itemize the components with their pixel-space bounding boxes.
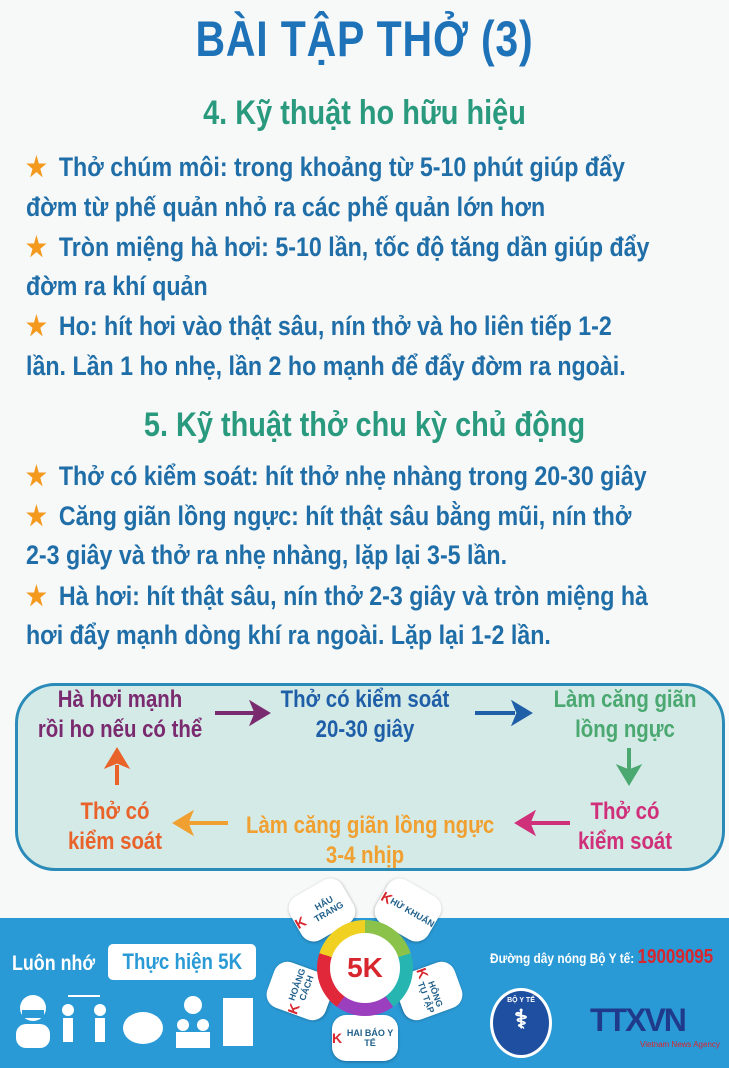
- health-declaration-icon: [223, 998, 253, 1046]
- hotline-number[interactable]: 19009095: [637, 946, 714, 968]
- bullet-line: hơi đẩy mạnh dòng khí ra ngoài. Lặp lại 1-2 lần.: [26, 620, 551, 650]
- arrow-left-icon: [515, 811, 570, 835]
- ttxvn-logo: TTXVN: [590, 1002, 685, 1038]
- bullet-line: ★ Ho: hít hơi vào thật sâu, nín thở và ho liên tiếp 1-2: [26, 311, 612, 341]
- bullet-line: ★ Hà hơi: hít thật sâu, nín thở 2-3 giây và tròn miệng hà: [26, 581, 648, 611]
- mask-icon: [16, 995, 50, 1048]
- ttxvn-subtitle: Vietnam News Agency: [640, 1040, 720, 1049]
- cycle-step-1: Hà hơi mạnh rồi ho nếu có thể: [37, 686, 203, 743]
- bullet-line: đờm từ phế quản nhỏ ra các phế quản lớn hơn: [26, 192, 546, 222]
- bullet-line: đờm ra khí quản: [26, 271, 208, 301]
- cycle-step-3: Làm căng giãn lồng ngực: [553, 686, 697, 743]
- section-5-heading: 5. Kỹ thuật thở chu kỳ chủ động: [143, 406, 586, 444]
- arrow-up-icon: [105, 748, 129, 785]
- arrow-right-icon: [475, 701, 532, 725]
- star-icon: ★: [26, 311, 47, 341]
- star-icon: ★: [26, 581, 47, 611]
- section-4-heading: 4. Kỹ thuật ho hữu hiệu: [203, 94, 526, 132]
- bullet-line: ★ Căng giãn lồng ngực: hít thật sâu bằng mũi, nín thở: [26, 501, 632, 531]
- cycle-arrows: [0, 670, 729, 880]
- handwash-icon: [123, 1012, 163, 1044]
- 5k-center: 5K: [330, 933, 400, 1003]
- ministry-of-health-logo: BỘ Y TẾ ⚕: [490, 988, 552, 1058]
- distance-icon: [62, 996, 106, 1042]
- page-title: BÀI TẬP THỞ (3): [195, 11, 534, 67]
- 5k-icons: [8, 990, 258, 1050]
- cycle-step-2: Thở có kiểm soát 20-30 giây: [280, 686, 450, 743]
- hotline: Đường dây nóng Bộ Y tế: 19009095: [490, 946, 714, 968]
- cycle-step-4: Thở có kiểm soát: [577, 798, 673, 855]
- arrow-left-icon: [173, 811, 228, 835]
- bullet-line: ★ Tròn miệng hà hơi: 5-10 lần, tốc độ tăng dần giúp đẩy: [26, 232, 650, 262]
- bullet-line: ★ Thở có kiểm soát: hít thở nhẹ nhàng trong 20-30 giây: [26, 461, 647, 491]
- arrow-right-icon: [215, 701, 270, 725]
- star-icon: ★: [26, 152, 47, 182]
- star-icon: ★: [26, 461, 47, 491]
- star-icon: ★: [26, 501, 47, 531]
- 5k-wheel: K HẨU TRANG K HỬ KHUẨN K HÔNG TỤ TẬP K HAI BÁO Y TẾ K HOẢNG CÁCH 5K: [270, 885, 460, 1065]
- bullet-line: lần. Lần 1 ho nhẹ, lần 2 ho mạnh để đẩy đờm ra ngoài.: [26, 351, 626, 381]
- no-gathering-icon: [176, 996, 210, 1048]
- remember-label: Luôn nhớ: [12, 952, 96, 975]
- bullet-line: ★ Thở chúm môi: trong khoảng từ 5-10 phút giúp đẩy: [26, 152, 625, 182]
- cycle-step-5: Làm căng giãn lồng ngực 3-4 nhịp: [246, 812, 495, 869]
- cycle-step-6: Thở có kiểm soát: [67, 798, 163, 855]
- star-icon: ★: [26, 232, 47, 262]
- arrow-down-icon: [617, 748, 641, 785]
- bullet-line: 2-3 giây và thở ra nhẹ nhàng, lặp lại 3-5 lần.: [26, 540, 508, 570]
- 5k-badge: Thực hiện 5K: [108, 944, 256, 980]
